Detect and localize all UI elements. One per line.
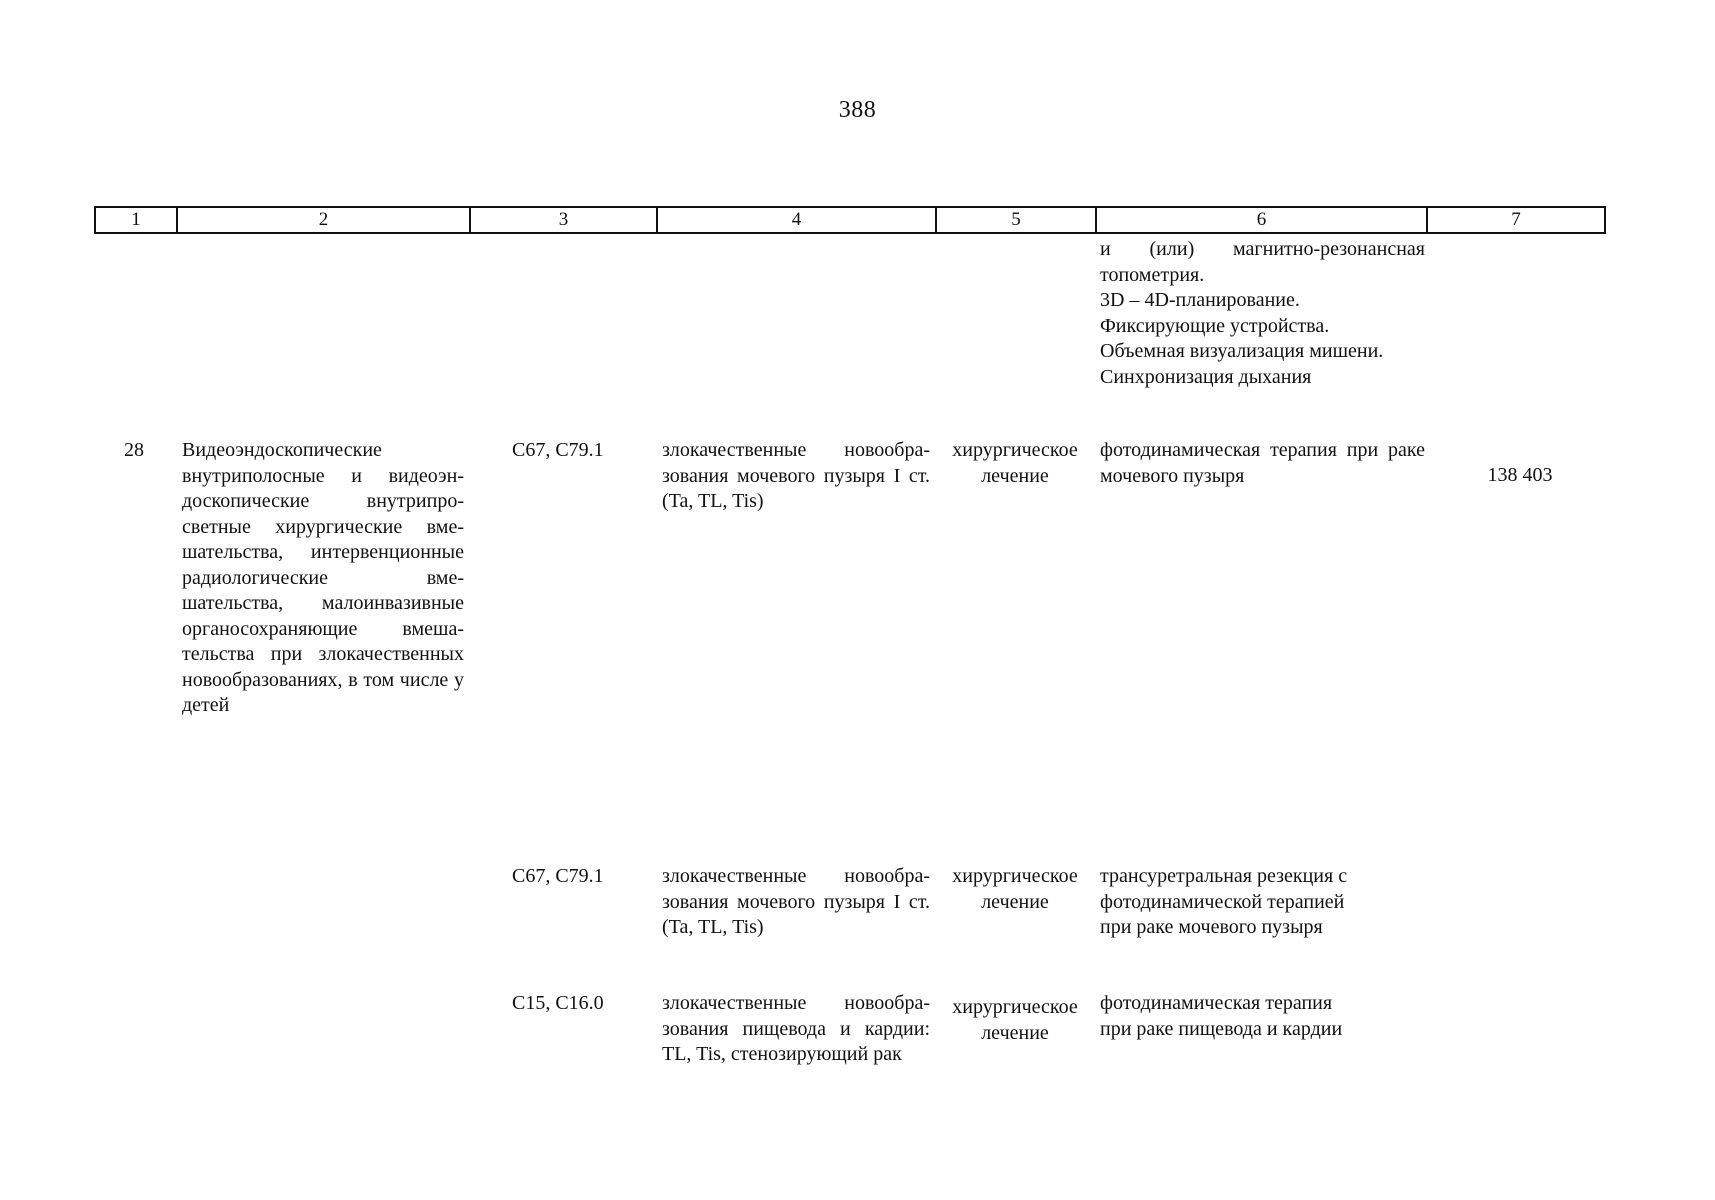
method-line: фотодинамическая терапия bbox=[1100, 992, 1333, 1014]
treatment-method: фотодинамическая терапия при раке мочевого пузыря bbox=[1100, 439, 1425, 487]
method-line: при раке мочевого пузыря bbox=[1100, 916, 1323, 938]
method-line: трансуретральная резекция с bbox=[1100, 865, 1348, 887]
continuation-line: Объемная визуализация мишени. bbox=[1100, 340, 1384, 362]
continuation-line: и (или) магнитно-резонансная топометрия. bbox=[1100, 238, 1425, 286]
continuation-line: Синхронизация дыхания bbox=[1100, 365, 1312, 388]
method-line: фотодинамической терапией bbox=[1100, 890, 1345, 913]
header-cell-5: 5 bbox=[937, 208, 1097, 232]
treatment-type: хирургическое лечение bbox=[952, 996, 1078, 1044]
header-cell-7: 7 bbox=[1511, 209, 1521, 230]
treatment-type: хирургическое лечение bbox=[952, 439, 1078, 487]
header-cell-4: 4 bbox=[658, 208, 937, 232]
continuation-line: Фиксирующие устройства. bbox=[1100, 314, 1330, 337]
treatment-method bbox=[1100, 864, 1425, 941]
cost-value: 138 403 bbox=[1487, 464, 1553, 486]
continuation-line: 3D – 4D-планирование. bbox=[1100, 289, 1300, 311]
table-header-row bbox=[94, 206, 1606, 234]
intervention-name: Видеоэндоскопические внутриполосные и видеоэндоскопические внутрипросветные хирургические вмешательства, интервенционные радиологические вмешательства, малоинвазивные органосохраняющие вмешательства при злокачественных новообразованиях, в том числе у детей bbox=[182, 439, 464, 716]
header-cell-1: 1 bbox=[96, 208, 178, 232]
icd-codes: C67, C79.1 bbox=[512, 865, 604, 887]
patient-model: злокачественные новообразования мочевого пузыря I ст. (Ta, TL, Tis) bbox=[662, 865, 930, 938]
page-number: 388 bbox=[838, 97, 877, 123]
method-line: при раке пищевода и кардии bbox=[1100, 1017, 1343, 1040]
header-cell-6: 6 bbox=[1097, 208, 1428, 232]
patient-model: злокачественные новообразования пищевода и кардии: TL, Tis, стенозирующий рак bbox=[662, 992, 930, 1065]
treatment-method bbox=[1100, 991, 1425, 1042]
patient-model: злокачественные новообразования мочевого пузыря I ст. (Ta, TL, Tis) bbox=[662, 439, 930, 512]
icd-codes: C67, C79.1 bbox=[512, 439, 604, 461]
icd-codes: C15, C16.0 bbox=[512, 992, 604, 1014]
header-cell-3: 3 bbox=[471, 208, 658, 232]
treatment-type: хирургическое лечение bbox=[952, 865, 1078, 913]
continuation-method bbox=[1100, 237, 1425, 390]
header-cell-2: 2 bbox=[178, 208, 471, 232]
row-number: 28 bbox=[124, 439, 144, 461]
